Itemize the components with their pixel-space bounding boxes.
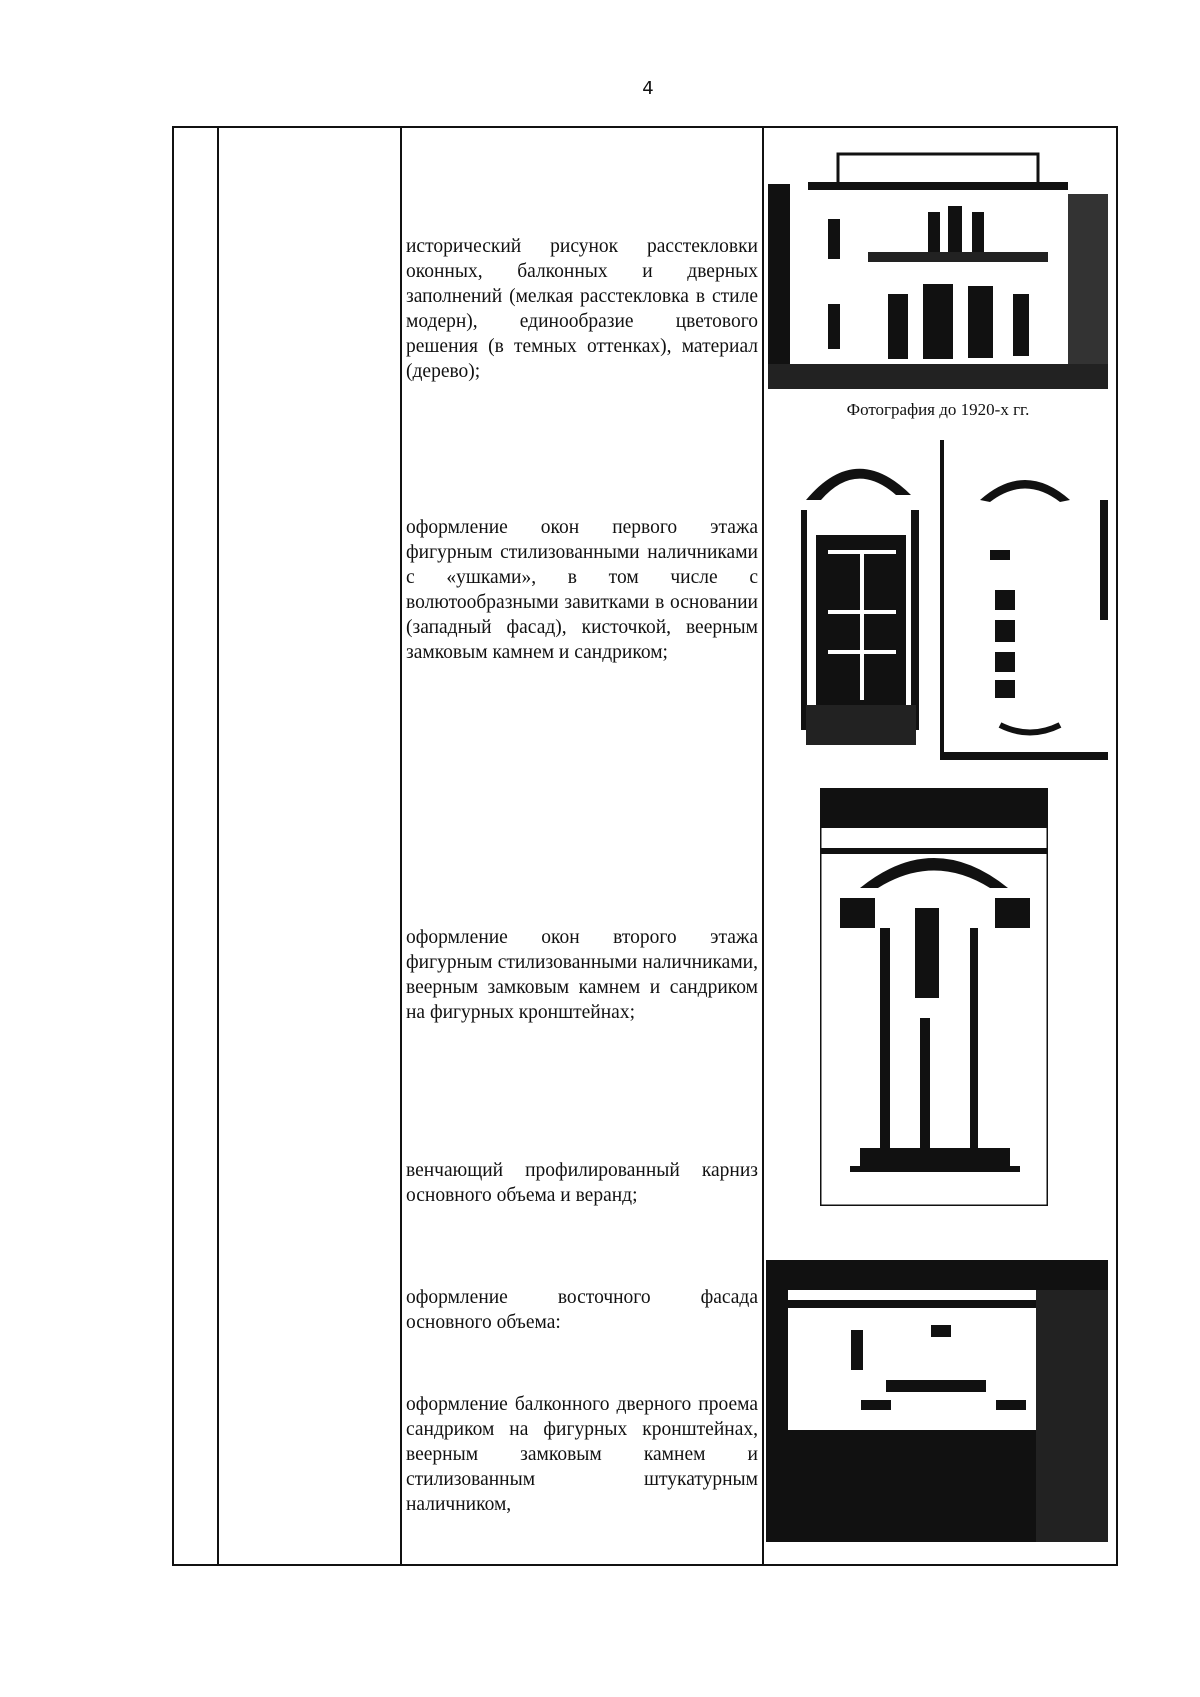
first-floor-windows-text: оформление окон первого этажа фигурным стилизованными наличниками с «ушками», в том числе с волютообразными завитками в основании (западный фасад), кисточкой, веерным замковым камнем и сандриком; <box>406 517 758 663</box>
east-facade-photo <box>766 1260 1108 1542</box>
glazing-text: исторический рисунок расстекловки оконных, балконных и дверных заполнений (мелкая расстекловка в стиле модерн), единообразие цветового решения (в темных оттенках), материал (дерево); <box>406 236 758 382</box>
column-divider-2 <box>400 126 402 1566</box>
photo-caption: Фотография до 1920-х гг. <box>846 400 1030 419</box>
balcony-door-text: оформление балконного дверного проема сандриком на фигурных кронштейнах, веерным замковым камнем и стилизованным штукатурным наличником, <box>406 1394 758 1515</box>
historic-villa-photo <box>768 134 1108 389</box>
second-floor-window-photo <box>820 788 1048 1206</box>
column-divider-1 <box>217 126 219 1566</box>
cornice-text: венчающий профилированный карниз основного объема и веранд; <box>406 1160 758 1206</box>
column-divider-3 <box>762 126 764 1566</box>
first-floor-window-right-photo <box>940 440 1108 760</box>
first-floor-window-left-photo <box>776 440 938 760</box>
east-facade-text: оформление восточного фасада основного объема: <box>406 1287 758 1333</box>
page-number: 4 <box>642 78 654 99</box>
second-floor-windows-text: оформление окон второго этажа фигурным стилизованными наличниками, веерным замковым камнем и сандриком на фигурных кронштейнах; <box>406 927 758 1023</box>
